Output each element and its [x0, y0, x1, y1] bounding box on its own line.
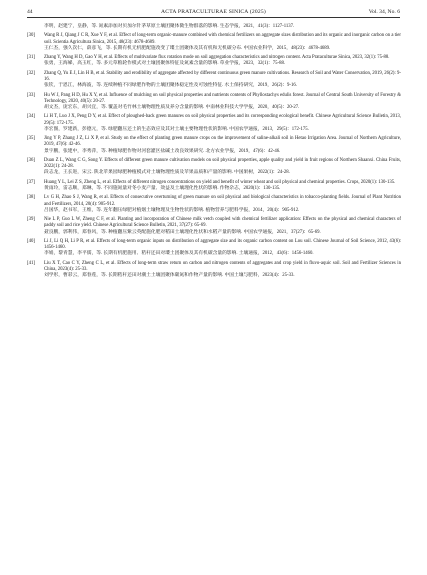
reference-chinese: 张勇，王海娣，高玉红，等. 多元草粮轮作模式对土壤团聚体特征及氮素含量的影响. 草业学报，2023，32(1)：75-88. — [44, 61, 286, 67]
reference-english: Li J, Li Q H, Li P R, et al. Effects of long-term organic inputs on distribution of aggregate size and its organic carbon content on Lou soil. Chinese Journal of Soil Science, 2012, 43(6): 1456-1460. — [44, 238, 401, 251]
reference-item — [27, 71, 401, 90]
reference-english: Huang Y L, Lei Z S, Zheng L, et al. Effects of different nitrogen concentrations on yield and benefit of winter wheat and soil physical and chemical properties. Crops, 2020(1): 130-135. — [44, 179, 396, 185]
reference-chinese: 李娟，黎青慧，李平儒，等. 长期有机肥施用、秸秆还田对塿土团聚体及其有机碳含量的影响. 土壤通报，2012，43(6)：1456-1460. — [44, 251, 314, 257]
reference-number: [40] — [27, 238, 35, 244]
journal-title: ACTA PRATACULTURAE SINICA (2025) — [161, 9, 266, 15]
reference-number: [38] — [27, 195, 35, 201]
reference-english: Wang R J, Qiang J C R, Xue Y F, et al. Effect of long-term organic-manure combined with chemical fertilizers on aggregate sizes distribution and its organic and inorganic carbon on a tier soil. Scientia Agricultura Sinica, 2015, 48(23): 4678-4689. — [44, 33, 401, 45]
reference-continuation — [27, 24, 401, 30]
reference-english: Nie L P, Guo L W, Zheng C F, et al. Planting and incorporation of Chinese milk vetch coupled with chemical fertilizer application: Effects on the physical and chemical characters of paddy soil and rice yield. Chinese Agricultural Science Bulletin, 2021, 37(27): 65-69. — [44, 217, 401, 229]
reference-english: Liu X T, Cao C Y, Zheng C L, et al. Effects of long-term straw return on carbon and nitrogen contents of aggregates and crop yield in fluvo-aquic soil. Soil and Fertilizer Sciences in China, 2023(4): 25-33. — [44, 260, 401, 272]
reference-item — [27, 195, 401, 214]
reference-chinese: 胡文杰，庞宏东，胡兴宜，等. 覆盖对毛竹林土壤物理性质及养分含量的影响. 中南林业科技大学学报，2020，40(5)：20-27. — [44, 104, 300, 110]
reference-number: [34] — [27, 114, 35, 120]
reference-english: Jing Y P, Zhang J Z, Li X P, et al. Study on the effect of planting green manure crops on the improvement of saline-alkali soil in Hetao Irrigation Area. Journal of Northern Agriculture, 2019, 47(6): 42-46. — [44, 136, 401, 148]
reference-english: Lv G H, Zhao S J, Wang R, et al. Effects of consecutive overturning of green manure on soil physical and biological characteristics in tobacco-planting fields. Journal of Plant Nutrition and Fertilizers, 2014, 20(4): 905-912. — [44, 195, 401, 207]
reference-chinese: 刘学彤，曹彩云，郑春莲，等. 长期秸秆还田对潮土土壤团聚体碳氮和作物产量的影响. 中国土壤与肥料，2023(4)：25-33. — [44, 273, 295, 279]
reference-chinese: 景宇鹏，张建中，李秀萍，等. 种植绿肥作物对河套灌区盐碱土改良效果研究. 北方农业学报，2019，47(6)：42-46. — [44, 148, 281, 154]
reference-item — [27, 136, 401, 155]
reference-number: [41] — [27, 260, 35, 266]
reference-item — [27, 158, 401, 177]
reference-chinese: 吕国华，赵书军，王维，等. 连年翻压绿肥对植烟土壤物理及生物性状的影响. 植物营养与肥料学报，2014，20(4)：905-912. — [44, 207, 300, 213]
reference-chinese: 李宏图，罗建新，彭德元，等. 绿肥翻压还土的生态效应及其对土壤主要物理性状的影响. 中国农学通报，2013，29(5)：172-175. — [44, 126, 309, 132]
reference-item — [27, 217, 401, 236]
reference-item — [27, 239, 401, 258]
reference-item — [27, 33, 401, 52]
reference-number: [35] — [27, 136, 35, 142]
reference-item — [27, 180, 401, 192]
reference-item — [27, 114, 401, 133]
reference-chinese: 王仁杰，强久次仁，薛彦飞，等. 长期有机无机肥配施改变了塿土团聚体及其有机和无机碳分布. 中国农业科学，2015，48(23)：4678-4689. — [44, 45, 331, 51]
reference-english: Zhang Q, Yu E J, Lin H B, et al. Stability and erodibility of aggregate affected by different continuous green manure cultivations. Research of Soil and Water Conservation, 2019, 26(2): 9-16. — [44, 70, 401, 82]
page-number: 44 — [27, 9, 33, 15]
reference-number: [37] — [27, 179, 35, 185]
reference-number: [39] — [27, 217, 35, 223]
reference-item — [27, 55, 401, 67]
reference-item — [27, 261, 401, 280]
reference-chinese: 聂良鹏，郭利伟，郑春风，等. 种植翻压紫云英配施化肥对稻田土壤理化性状和水稻产量的影响. 中国农学通报，2021，37(27)：65-69. — [44, 229, 321, 235]
reference-item — [27, 93, 401, 112]
reference-number: [32] — [27, 70, 35, 76]
reference-english: Duan Z L, Wang C G, Song Y. Effects of different green manure cultivation models on soil physical properties, apple quality and yield in fruit regions of Northern Shaanxi. China Fruits, 2022(1): 24-28. — [44, 157, 401, 170]
reference-number: [33] — [27, 92, 35, 98]
reference-english: Li H T, Luo J X, Peng D Y, et al. Effect of ploughed-back green manures on soil physical properties and its corresponding ecological benefit. Chinese Agricultural Science Bulletin, 2013, 29(5): 172-175. — [44, 114, 401, 126]
volume-issue: Vol. 34, No. 6 — [368, 9, 400, 15]
reference-chinese: 张钦，于恩江，林海波，等. 连续种植不同绿肥作物的土壤团聚体稳定性及可蚀性特征. 水土保持研究，2019，26(2)：9-16. — [44, 83, 297, 89]
reference-number: [30] — [27, 33, 35, 39]
reference-chinese: 李明，赵建宁，皇静，等. 氮素添加对贝加尔针茅草原土壤团聚体微生物群落的影响. 生态学报，2021，41(3)：1127-1137. — [44, 24, 295, 29]
reference-english: Hu W J, Pang H D, Hu X Y, et al. Influence of mulching on soil physical properties and nutrients contents of Phyllostachys edulis forest. Journal of Central South University of Forestry & Technology, 2020, 40(5): 20-27. — [44, 92, 401, 104]
reference-number: [36] — [27, 157, 35, 163]
reference-chinese: 黄雨玲，雷志顺，郑琳，等. 不同施氮量对冬小麦产量、效益及土壤理化性状的影响. 作物杂志，2020(1)：130-135. — [44, 185, 281, 191]
reference-english: Zhang Y, Wang H D, Gao Y H, et al. Effects of multivariate flux rotation mode on soil aggregation characteristics and nitrogen content. Acta Prataculturae Sinica, 2023, 32(1): 75-88. — [44, 55, 390, 61]
reference-chinese: 段志龙，王长进，宋云. 陕北苹果园绿肥种植模式对土壤物理性质及苹果品质和产量的影响. 中国果树，2022(1)：24-28. — [44, 170, 290, 176]
reference-number: [31] — [27, 55, 35, 61]
running-header — [27, 7, 400, 18]
reference-list — [27, 24, 401, 283]
